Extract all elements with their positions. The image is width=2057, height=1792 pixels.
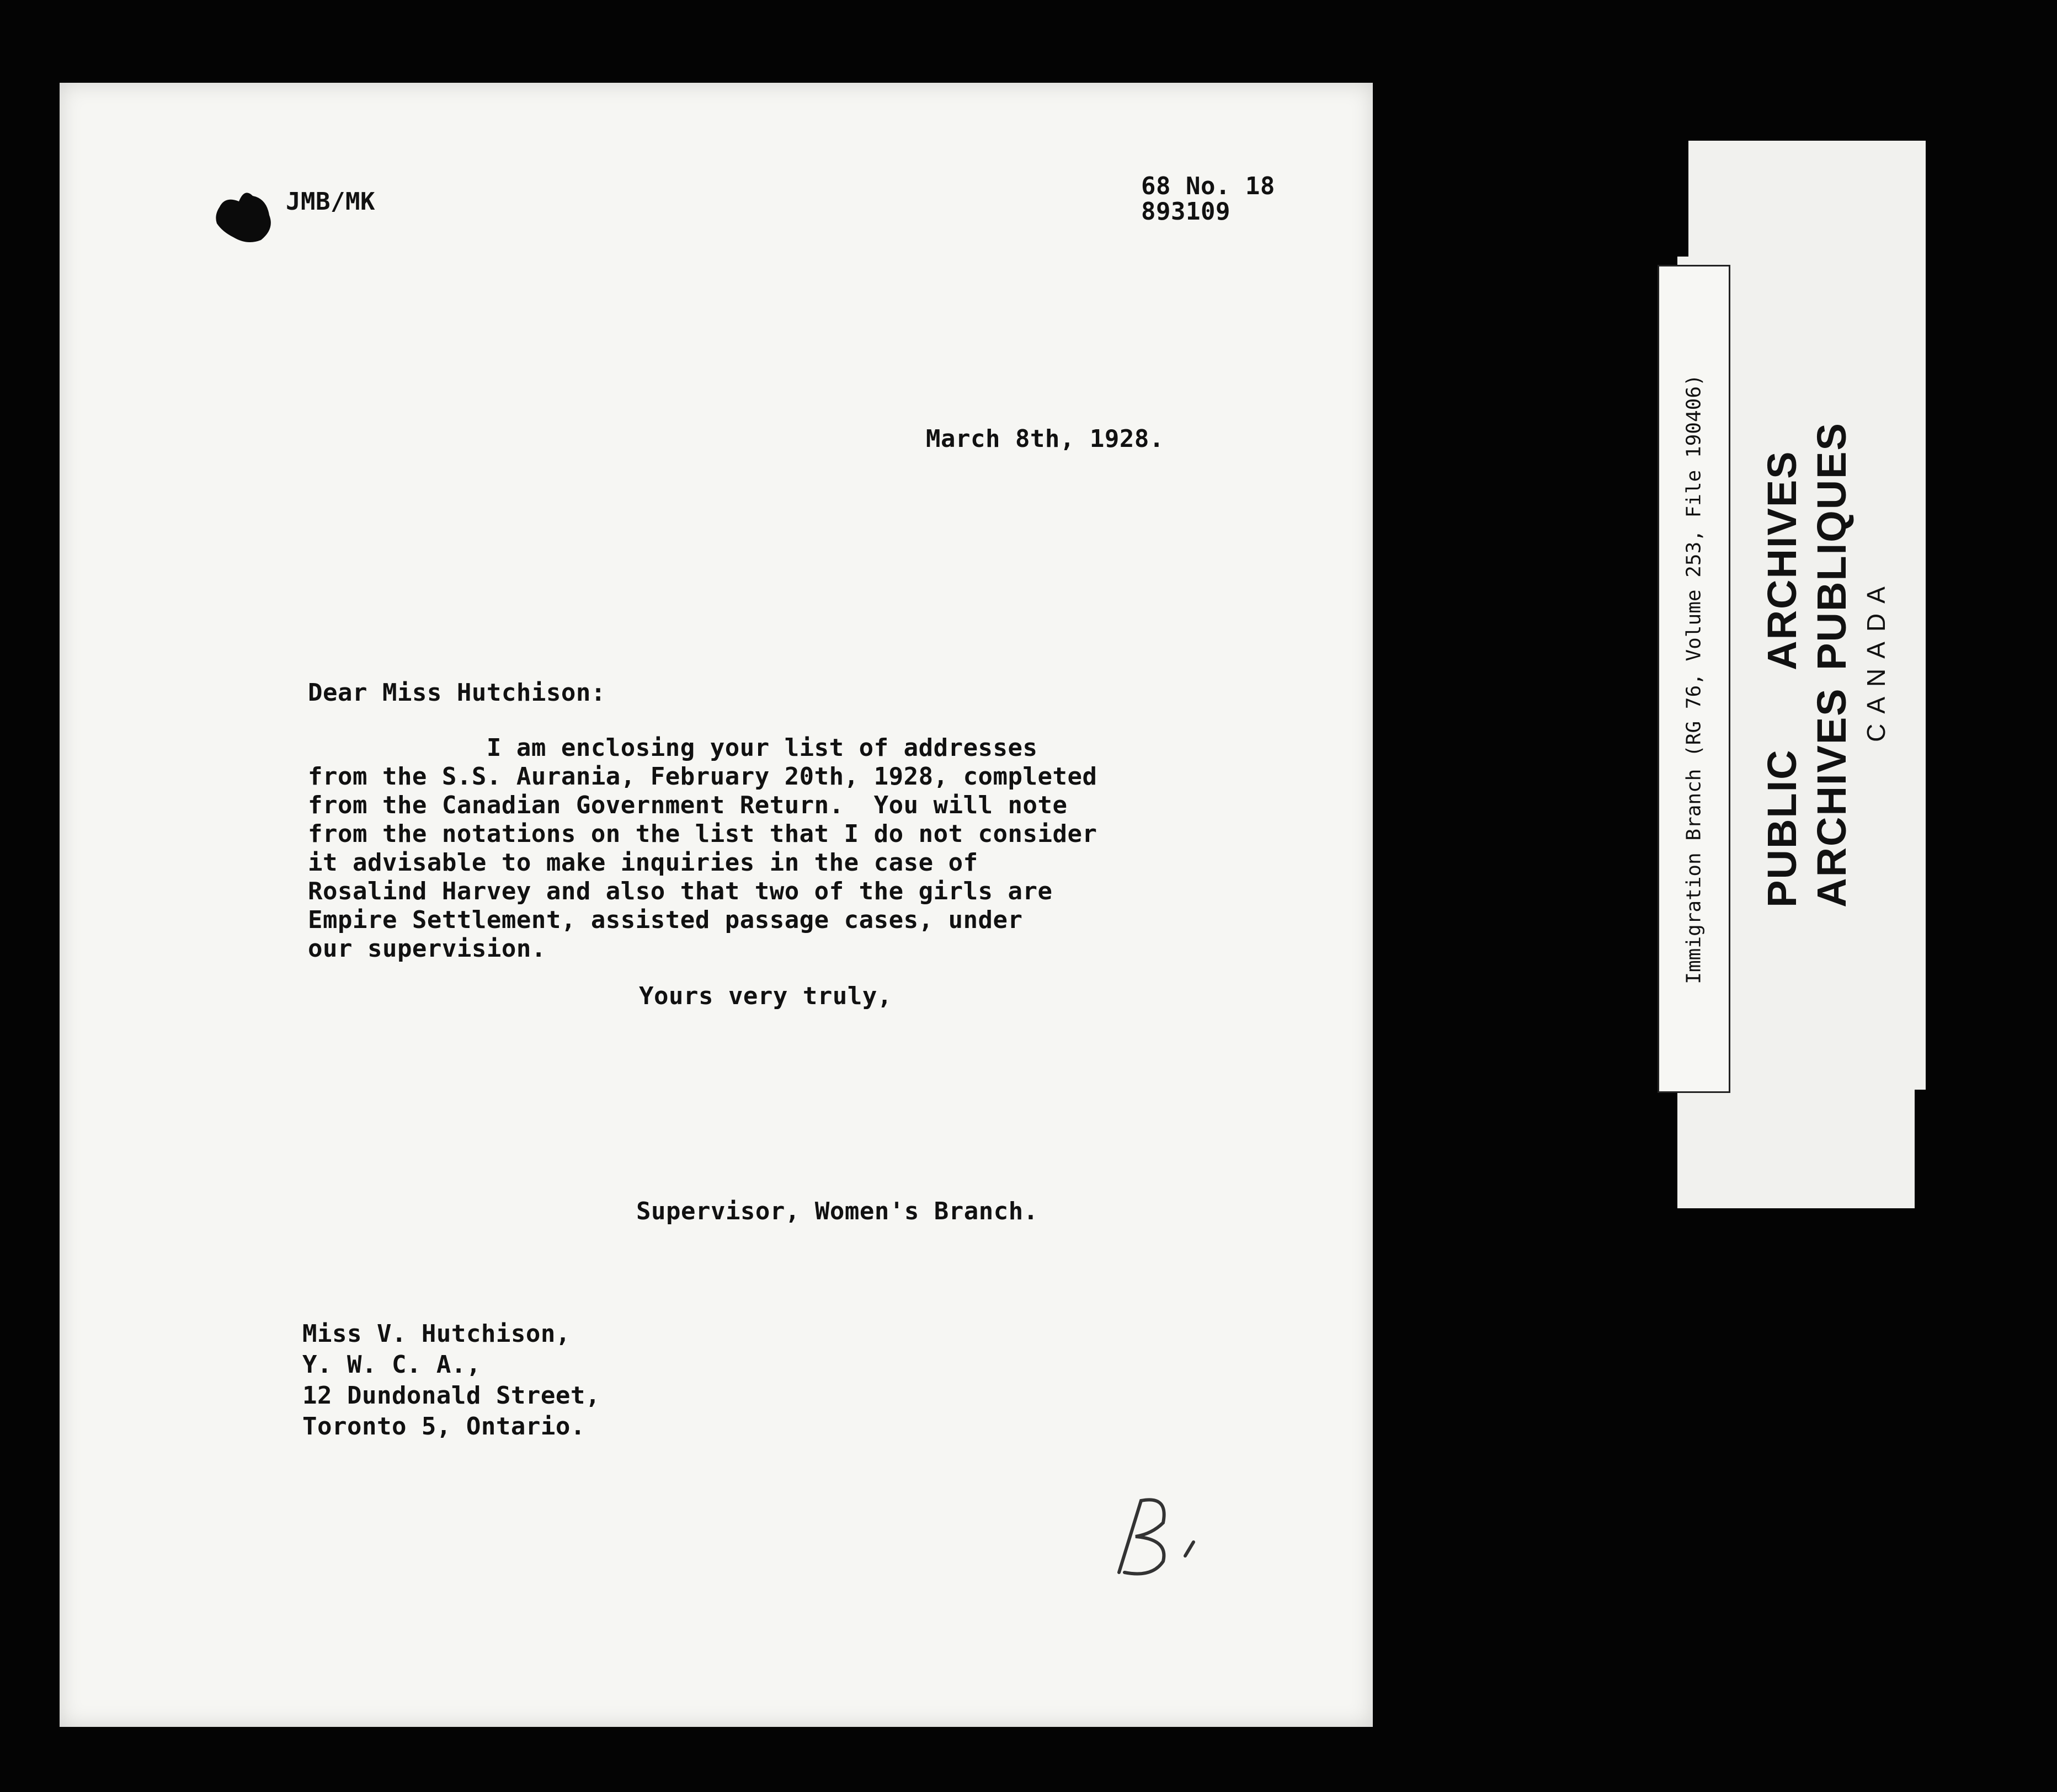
closing: Yours very truly,	[639, 982, 892, 1010]
letter-body	[308, 734, 1097, 963]
body-line: it advisable to make inquiries in the case of	[308, 849, 978, 877]
address-line: Toronto 5, Ontario.	[302, 1412, 585, 1441]
handwritten-initial	[1102, 1490, 1224, 1583]
file-reference	[1141, 174, 1275, 225]
body-line: Empire Settlement, assisted passage cases, under	[308, 906, 1023, 934]
source-reference-strip	[1658, 265, 1730, 1093]
address-line: 12 Dundonald Street,	[302, 1382, 600, 1410]
file-reference-line-1: 68 No. 18	[1141, 172, 1275, 200]
address-line: Y. W. C. A.,	[302, 1351, 481, 1379]
reference-initials: JMB/MK	[286, 188, 375, 216]
archive-line2-word1: ARCHIVES	[1809, 687, 1855, 908]
body-line: from the S.S. Aurania, February 20th, 1928, completed	[308, 762, 1097, 791]
file-reference-line-2: 893109	[1141, 198, 1230, 226]
address-line: Miss V. Hutchison,	[302, 1320, 571, 1348]
archive-line1-word2: ARCHIVES	[1759, 450, 1805, 670]
body-line: our supervision.	[308, 935, 546, 963]
archive-country: CANADA	[1862, 577, 1890, 742]
salutation: Dear Miss Hutchison:	[308, 679, 606, 707]
archive-line2-word2: PUBLIQUES	[1809, 422, 1855, 670]
body-line: from the notations on the list that I do not consider	[308, 820, 1097, 848]
body-line: I am enclosing your list of addresses	[308, 734, 1038, 762]
letter-date: March 8th, 1928.	[926, 425, 1164, 453]
archive-stamp	[1738, 309, 1915, 1021]
archive-line1-word1: PUBLIC	[1759, 749, 1805, 908]
body-line: from the Canadian Government Return. You will note	[308, 791, 1068, 819]
letter-page	[60, 83, 1373, 1727]
ink-blot-mark	[214, 185, 280, 246]
recipient-address	[302, 1319, 600, 1442]
source-reference-text: Immigration Branch (RG 76, Volume 253, File 190406)	[1682, 374, 1706, 984]
signature-title: Supervisor, Women's Branch.	[636, 1197, 1038, 1225]
body-line: Rosalind Harvey and also that two of the girls are	[308, 877, 1053, 905]
